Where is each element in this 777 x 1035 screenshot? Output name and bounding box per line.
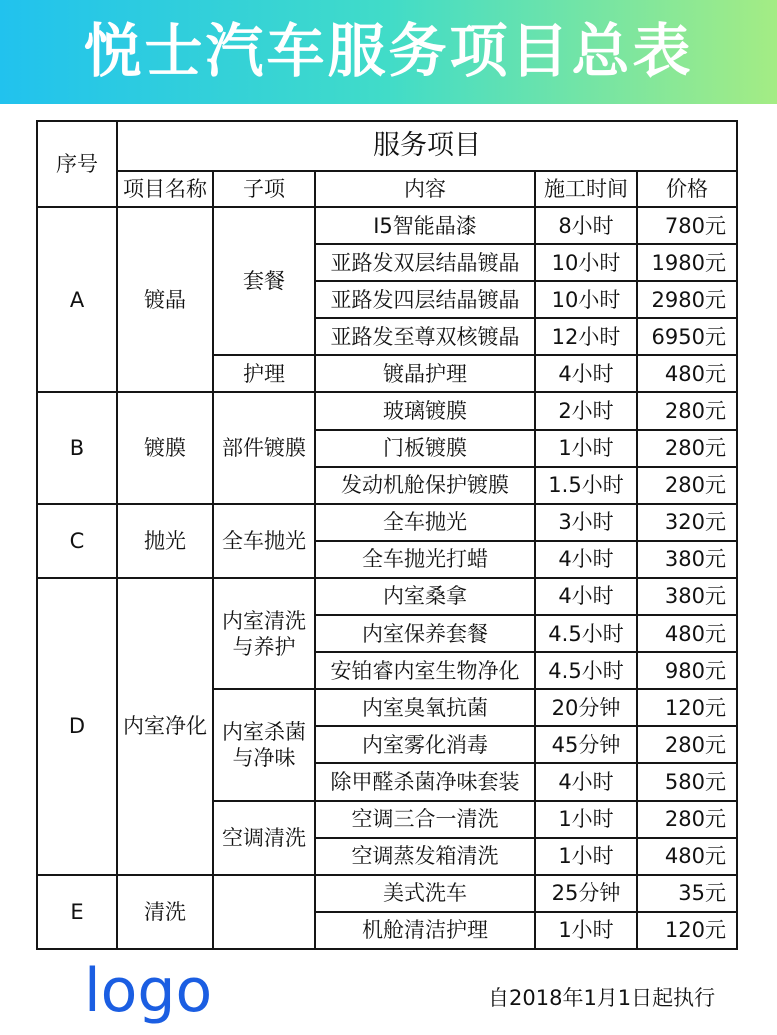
row-time: 4小时 bbox=[535, 578, 637, 615]
group-seq: E bbox=[37, 875, 117, 949]
subgroup-label: 内室清洗 与养护 bbox=[213, 578, 315, 689]
row-price: 780元 bbox=[637, 207, 737, 244]
row-price: 480元 bbox=[637, 615, 737, 652]
title-banner bbox=[0, 0, 777, 104]
row-time: 4小时 bbox=[535, 763, 637, 800]
row-price: 380元 bbox=[637, 541, 737, 578]
row-price: 480元 bbox=[637, 838, 737, 875]
row-price: 980元 bbox=[637, 652, 737, 689]
row-time: 1小时 bbox=[535, 801, 637, 838]
header-service: 服务项目 bbox=[117, 121, 737, 171]
group-seq: C bbox=[37, 504, 117, 578]
subgroup-label: 空调清洗 bbox=[213, 801, 315, 875]
row-time: 4.5小时 bbox=[535, 615, 637, 652]
row-time: 20分钟 bbox=[535, 689, 637, 726]
row-price: 35元 bbox=[637, 875, 737, 912]
row-content: 除甲醛杀菌净味套装 bbox=[315, 763, 535, 800]
row-time: 4小时 bbox=[535, 355, 637, 392]
table-header-row bbox=[37, 171, 737, 207]
row-time: 2小时 bbox=[535, 392, 637, 429]
table-row bbox=[37, 875, 737, 912]
logo: logo bbox=[84, 956, 213, 1026]
row-price: 480元 bbox=[637, 355, 737, 392]
header-seq: 序号 bbox=[37, 121, 117, 207]
row-content: 空调三合一清洗 bbox=[315, 801, 535, 838]
row-content: 亚路发四层结晶镀晶 bbox=[315, 281, 535, 318]
row-content: 全车抛光打蜡 bbox=[315, 541, 535, 578]
row-content: 发动机舱保护镀膜 bbox=[315, 467, 535, 504]
row-content: 内室雾化消毒 bbox=[315, 726, 535, 763]
header-content: 内容 bbox=[315, 171, 535, 207]
row-content: 内室臭氧抗菌 bbox=[315, 689, 535, 726]
table-header-row bbox=[37, 121, 737, 171]
page-title: 悦士汽车服务项目总表 bbox=[83, 17, 694, 85]
row-content: 内室保养套餐 bbox=[315, 615, 535, 652]
row-time: 1.5小时 bbox=[535, 467, 637, 504]
row-price: 280元 bbox=[637, 467, 737, 504]
table-row bbox=[37, 578, 737, 615]
group-seq: B bbox=[37, 392, 117, 503]
row-price: 320元 bbox=[637, 504, 737, 541]
row-time: 3小时 bbox=[535, 504, 637, 541]
subgroup-label bbox=[213, 875, 315, 949]
row-content: 安铂睿内室生物净化 bbox=[315, 652, 535, 689]
row-price: 6950元 bbox=[637, 318, 737, 355]
row-time: 1小时 bbox=[535, 430, 637, 467]
row-time: 8小时 bbox=[535, 207, 637, 244]
table-row bbox=[37, 392, 737, 429]
row-content: I5智能晶漆 bbox=[315, 207, 535, 244]
subgroup-label: 部件镀膜 bbox=[213, 392, 315, 503]
group-seq: D bbox=[37, 578, 117, 875]
row-time: 10小时 bbox=[535, 244, 637, 281]
group-name: 镀膜 bbox=[117, 392, 213, 503]
table-row bbox=[37, 207, 737, 244]
subgroup-label: 内室杀菌 与净味 bbox=[213, 689, 315, 800]
table-row bbox=[37, 504, 737, 541]
subgroup-label: 全车抛光 bbox=[213, 504, 315, 578]
row-price: 1980元 bbox=[637, 244, 737, 281]
group-name: 内室净化 bbox=[117, 578, 213, 875]
row-content: 空调蒸发箱清洗 bbox=[315, 838, 535, 875]
row-price: 580元 bbox=[637, 763, 737, 800]
group-name: 清洗 bbox=[117, 875, 213, 949]
row-price: 380元 bbox=[637, 578, 737, 615]
subgroup-label: 护理 bbox=[213, 355, 315, 392]
header-sub: 子项 bbox=[213, 171, 315, 207]
row-time: 4小时 bbox=[535, 541, 637, 578]
row-content: 门板镀膜 bbox=[315, 430, 535, 467]
row-price: 280元 bbox=[637, 430, 737, 467]
row-content: 机舱清洁护理 bbox=[315, 912, 535, 949]
header-name: 项目名称 bbox=[117, 171, 213, 207]
row-time: 12小时 bbox=[535, 318, 637, 355]
row-content: 玻璃镀膜 bbox=[315, 392, 535, 429]
service-table bbox=[36, 120, 738, 950]
row-content: 内室桑拿 bbox=[315, 578, 535, 615]
row-content: 亚路发双层结晶镀晶 bbox=[315, 244, 535, 281]
row-time: 10小时 bbox=[535, 281, 637, 318]
row-content: 美式洗车 bbox=[315, 875, 535, 912]
row-time: 25分钟 bbox=[535, 875, 637, 912]
group-name: 抛光 bbox=[117, 504, 213, 578]
row-price: 2980元 bbox=[637, 281, 737, 318]
effective-date: 自2018年1月1日起执行 bbox=[488, 986, 716, 1010]
row-content: 全车抛光 bbox=[315, 504, 535, 541]
row-content: 镀晶护理 bbox=[315, 355, 535, 392]
row-price: 280元 bbox=[637, 392, 737, 429]
group-seq: A bbox=[37, 207, 117, 392]
row-time: 45分钟 bbox=[535, 726, 637, 763]
row-time: 1小时 bbox=[535, 838, 637, 875]
header-time: 施工时间 bbox=[535, 171, 637, 207]
row-time: 4.5小时 bbox=[535, 652, 637, 689]
subgroup-label: 套餐 bbox=[213, 207, 315, 355]
row-price: 280元 bbox=[637, 726, 737, 763]
row-time: 1小时 bbox=[535, 912, 637, 949]
row-price: 120元 bbox=[637, 912, 737, 949]
row-content: 亚路发至尊双核镀晶 bbox=[315, 318, 535, 355]
header-price: 价格 bbox=[637, 171, 737, 207]
row-price: 120元 bbox=[637, 689, 737, 726]
group-name: 镀晶 bbox=[117, 207, 213, 392]
row-price: 280元 bbox=[637, 801, 737, 838]
